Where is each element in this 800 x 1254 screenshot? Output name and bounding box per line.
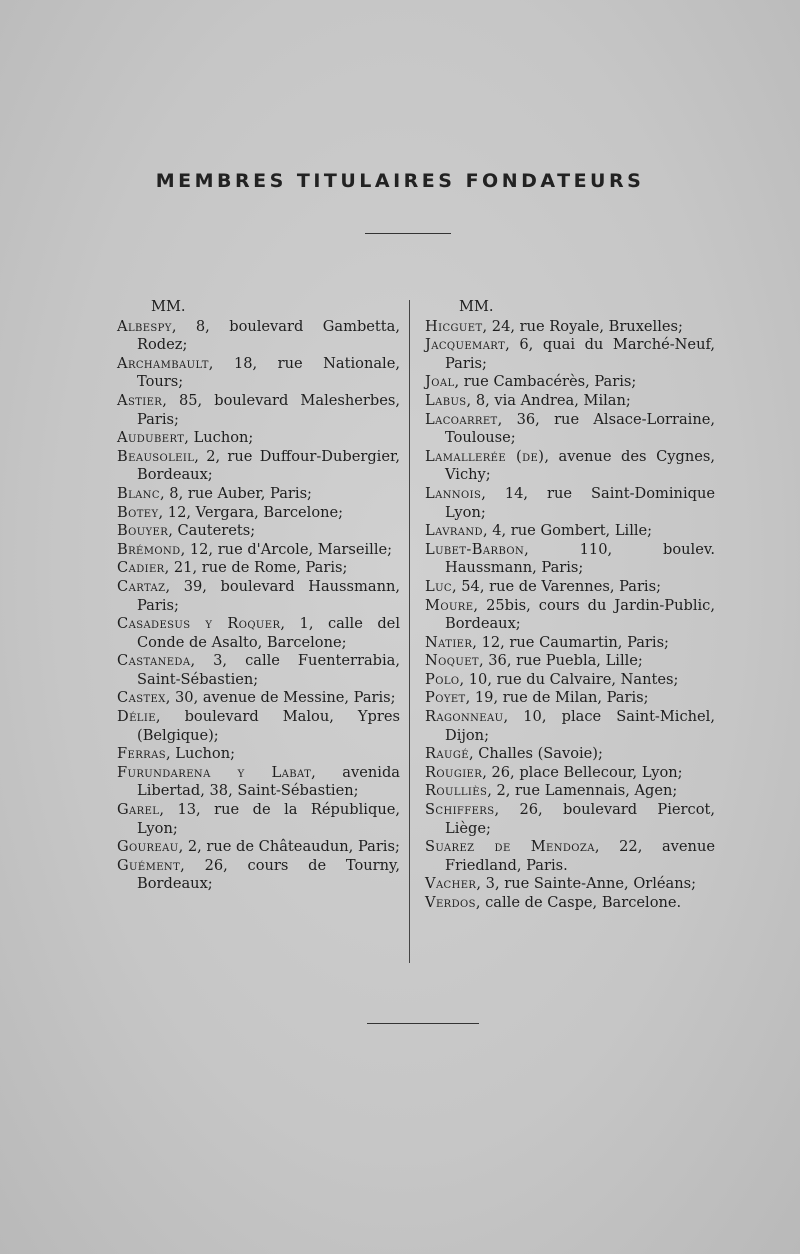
member-address: , 3, calle Fuenterrabia, Saint-Sébastien; xyxy=(137,652,400,688)
member-name: Moure xyxy=(425,596,474,614)
member-entry xyxy=(425,782,715,801)
member-address: , 12, rue d'Arcole, Marseille; xyxy=(180,540,393,558)
member-name: Beausoleil xyxy=(117,447,195,465)
member-entry xyxy=(117,708,400,745)
column-heading: MM. xyxy=(151,298,186,315)
column-divider xyxy=(409,300,410,963)
member-name: Blanc xyxy=(117,484,160,502)
member-name: Verdos xyxy=(425,894,476,911)
member-name: Noquet xyxy=(425,652,479,670)
member-address: , Luchon; xyxy=(184,429,254,447)
member-entry xyxy=(425,801,715,838)
member-address: , 1, calle del Conde de Asalto, Barcelone; xyxy=(137,615,400,651)
member-address: , Cauterets; xyxy=(168,522,256,540)
member-address: , 10, place Saint-Michel, Dijon; xyxy=(445,708,715,744)
member-entry xyxy=(425,373,715,392)
member-entry xyxy=(117,318,400,355)
member-address: , 26, boulevard Piercot, Liège; xyxy=(445,801,715,837)
member-address: , avenida Libertad, 38, Saint-Sébastien; xyxy=(137,763,400,800)
member-address: , 19, rue de Milan, Paris; xyxy=(465,689,649,707)
member-entry xyxy=(117,801,400,838)
member-entry xyxy=(117,559,400,578)
member-entry xyxy=(425,485,715,522)
title-rule xyxy=(365,233,451,234)
member-entry xyxy=(117,857,400,894)
member-address: , 26, cours de Tourny, Bordeaux; xyxy=(137,856,400,893)
member-name: Schiffers xyxy=(425,801,495,819)
member-name: Délie xyxy=(117,708,156,726)
member-address: , 4, rue Gombert, Lille; xyxy=(482,522,653,540)
member-name: Casadesus y Roquer xyxy=(117,615,281,633)
member-entry xyxy=(117,615,400,652)
member-name: Astier xyxy=(117,391,163,409)
member-address: , 22, avenue Friedland, Paris. xyxy=(445,838,715,874)
members-column-left xyxy=(117,298,400,894)
member-entry xyxy=(425,578,715,597)
member-name: Rougier xyxy=(425,763,483,781)
member-name: Ferras xyxy=(117,745,166,763)
member-name: Cadier xyxy=(117,559,165,577)
members-column-right xyxy=(425,298,715,913)
member-name: Lacoarret xyxy=(425,410,498,428)
member-name: Vacher xyxy=(425,875,477,893)
member-name: Luc xyxy=(425,577,452,595)
member-address: , 3, rue Sainte-Anne, Orléans; xyxy=(476,875,697,893)
member-address: , 36, rue Alsace-Lorraine, Toulouse; xyxy=(445,410,715,447)
member-list xyxy=(425,318,715,913)
member-address: , 12, Vergara, Barcelone; xyxy=(158,503,344,521)
column-heading: MM. xyxy=(459,298,494,315)
member-entry xyxy=(117,541,400,560)
member-entry xyxy=(425,764,715,783)
member-address: , 24, rue Royale, Bruxelles; xyxy=(482,317,683,335)
member-address: , 2, rue Lamennais, Agen; xyxy=(487,782,678,800)
member-entry xyxy=(117,689,400,708)
member-entry xyxy=(117,448,400,485)
member-address: , 13, rue de la République, Lyon; xyxy=(137,801,400,837)
member-address: , 21, rue de Rome, Paris; xyxy=(164,559,348,577)
member-entry xyxy=(425,745,715,764)
member-list xyxy=(117,318,400,894)
member-entry xyxy=(425,448,715,485)
member-address: , calle de Caspe, Barcelone. xyxy=(475,894,682,911)
member-entry xyxy=(425,597,715,634)
member-address: , 14, rue Saint-Dominique Lyon; xyxy=(445,484,715,521)
member-entry xyxy=(425,541,715,578)
member-address: , 8, rue Auber, Paris; xyxy=(160,484,312,502)
member-name: Bouyer xyxy=(117,522,169,540)
member-address: , rue Cambacérès, Paris; xyxy=(454,373,637,391)
member-entry xyxy=(117,504,400,523)
member-entry xyxy=(425,875,715,894)
member-address: , 30, avenue de Messine, Paris; xyxy=(165,689,396,707)
member-name: Audubert xyxy=(117,429,185,447)
member-entry xyxy=(117,838,400,857)
member-address: , Luchon; xyxy=(165,745,236,763)
member-name: Guément xyxy=(117,856,181,874)
member-name: Albespy xyxy=(117,317,172,335)
member-entry xyxy=(425,411,715,448)
member-name: Garel xyxy=(117,801,160,819)
member-name: Lamallerée (de) xyxy=(425,447,545,465)
member-entry xyxy=(425,392,715,411)
member-address: , 26, place Bellecour, Lyon; xyxy=(482,763,683,781)
member-address: , 8, boulevard Gambetta, Rodez; xyxy=(137,317,400,354)
member-address: , 12, rue Caumartin, Paris; xyxy=(472,633,669,651)
member-entry xyxy=(117,392,400,429)
member-entry xyxy=(117,485,400,504)
member-address: , 85, boulevard Malesherbes, Paris; xyxy=(137,391,400,428)
member-name: Suarez de Mendoza xyxy=(425,838,595,856)
member-entry xyxy=(425,894,715,913)
member-name: Archambault xyxy=(117,354,209,372)
member-address: , 25bis, cours du Jardin-Public, Bordeaux; xyxy=(445,596,715,633)
member-name: Furundarena y Labat xyxy=(117,763,312,781)
member-address: , 6, quai du Marché-Neuf, Paris; xyxy=(445,336,715,372)
member-address: , 54, rue de Varennes, Paris; xyxy=(451,577,662,595)
member-name: Brémond xyxy=(117,540,181,558)
member-entry xyxy=(117,578,400,615)
member-address: , 18, rue Nationale, Tours; xyxy=(137,354,400,391)
member-address: , 2, rue de Châteaudun, Paris; xyxy=(178,838,400,856)
member-name: Lannois xyxy=(425,484,482,502)
member-name: Jacquemart xyxy=(425,336,506,354)
member-entry xyxy=(117,355,400,392)
member-entry xyxy=(425,634,715,653)
member-entry xyxy=(117,652,400,689)
member-address: , 2, rue Duffour-Dubergier, Bordeaux; xyxy=(137,447,400,484)
footer-rule xyxy=(367,1023,479,1024)
member-entry xyxy=(425,652,715,671)
member-address: , 110, boulev. Haussmann, Paris; xyxy=(445,540,715,577)
member-entry xyxy=(425,671,715,690)
member-entry xyxy=(117,764,400,801)
member-entry xyxy=(425,336,715,373)
member-name: Botey xyxy=(117,503,159,521)
member-name: Castaneda xyxy=(117,652,191,670)
member-name: Joal xyxy=(425,373,455,391)
member-entry xyxy=(425,522,715,541)
member-name: Hicguet xyxy=(425,317,483,335)
member-address: , avenue des Cygnes, Vichy; xyxy=(445,447,715,484)
member-entry xyxy=(425,708,715,745)
member-name: Lubet-Barbon xyxy=(425,540,525,558)
member-entry xyxy=(117,745,400,764)
member-name: Cartaz xyxy=(117,577,166,595)
member-address: , Challes (Savoie); xyxy=(468,745,603,763)
member-name: Poyet xyxy=(425,689,466,707)
member-name: Roulliès xyxy=(425,782,488,800)
member-entry xyxy=(425,838,715,875)
member-address: , boulevard Malou, Ypres (Belgique); xyxy=(137,708,400,744)
member-name: Goureau xyxy=(117,838,179,856)
member-address: , 36, rue Puebla, Lille; xyxy=(478,652,643,670)
member-entry xyxy=(425,689,715,708)
member-name: Lavrand xyxy=(425,522,483,540)
member-address: , 10, rue du Calvaire, Nantes; xyxy=(459,670,679,688)
member-address: , 8, via Andrea, Milan; xyxy=(466,391,631,409)
member-name: Ragonneau xyxy=(425,708,504,726)
member-entry xyxy=(425,318,715,337)
member-name: Polo xyxy=(425,670,460,688)
member-entry xyxy=(117,522,400,541)
member-name: Natier xyxy=(425,633,473,651)
member-address: , 39, boulevard Haussmann, Paris; xyxy=(137,577,400,614)
page-title: MEMBRES TITULAIRES FONDATEURS xyxy=(155,170,645,192)
member-name: Labus xyxy=(425,391,467,409)
member-name: Castex xyxy=(117,689,166,707)
member-name: Raugé xyxy=(425,745,469,763)
member-entry xyxy=(117,429,400,448)
